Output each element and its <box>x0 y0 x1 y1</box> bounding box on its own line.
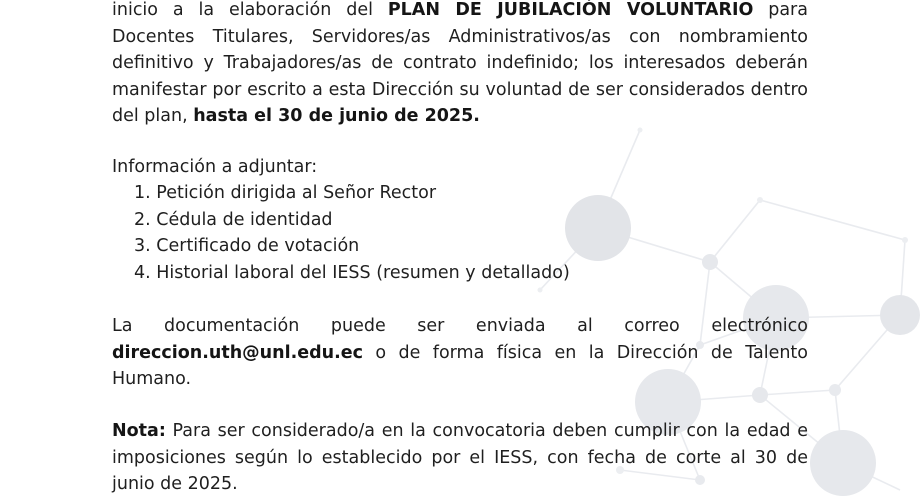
submission-details <box>112 340 808 393</box>
attachments-list <box>134 180 570 286</box>
deadline-text: hasta el 30 de junio de 2025. <box>193 106 480 126</box>
submission-rest: o de forma física en la Dirección de Talento Humano. <box>112 342 808 389</box>
email-link[interactable]: direccion.uth@unl.edu.ec <box>112 342 363 363</box>
plan-announcement-paragraph <box>112 0 808 130</box>
submission-paragraph <box>112 313 808 393</box>
intro-text: inicio a la elaboración del <box>112 0 388 20</box>
list-item: 2. Cédula de identidad <box>134 209 333 230</box>
note-paragraph <box>112 418 808 498</box>
list-item: 3. Certificado de votación <box>134 236 360 256</box>
list-item: 4. Historial laboral del IESS (resumen y detallado) <box>134 262 570 283</box>
submission-intro: La documentación puede ser enviada al correo electrónico <box>112 316 808 336</box>
plan-description: para Docentes Titulares, Servidores/as Administrativos/as con nombramiento definitivo y Trabajadores/as de contrato indefinido; los interesados deberán manifestar por escrito a esta Dirección su voluntad de ser considerados dentro del plan, <box>112 0 808 126</box>
note-text: Para ser considerado/a en la convocatoria deben cumplir con la edad e imposiciones según lo establecido por el IESS, con fecha de corte al 30 de junio de 2025. <box>112 421 808 494</box>
list-item: 1. Petición dirigida al Señor Rector <box>134 183 437 203</box>
attachments-title: Información a adjuntar: <box>112 157 318 177</box>
plan-name: PLAN DE JUBILACIÓN VOLUNTARIO <box>387 0 754 20</box>
note-label: Nota: <box>112 421 166 441</box>
